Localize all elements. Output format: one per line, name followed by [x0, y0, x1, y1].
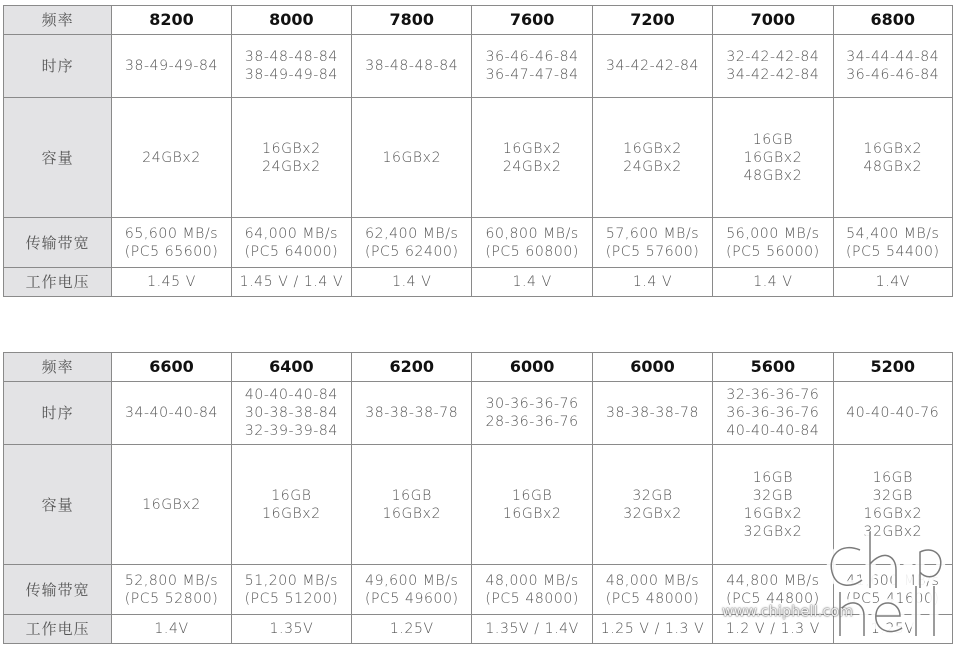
freq-header-cell: 6000 — [472, 353, 592, 382]
capacity-cell — [112, 98, 231, 218]
timing-cell — [112, 35, 231, 98]
capacity-line: 32GB — [632, 487, 673, 504]
timing-cell — [592, 382, 712, 445]
freq-header-cell: 7800 — [352, 6, 472, 35]
bandwidth-line: (PC5 62400) — [364, 243, 459, 260]
bandwidth-line: (PC5 64000) — [244, 243, 339, 260]
capacity-cell — [833, 445, 952, 565]
capacity-line: 16GBx2 — [502, 140, 562, 157]
capacity-line: 24GBx2 — [142, 149, 201, 166]
voltage-cell: 1.2 V / 1.3 V — [713, 615, 833, 644]
timing-row — [4, 382, 953, 445]
capacity-row — [4, 445, 953, 565]
voltage-cell: 1.4V — [833, 268, 952, 297]
capacity-line: 16GBx2 — [262, 505, 321, 522]
capacity-cell — [713, 445, 833, 565]
timing-line: 36-36-36-76 — [726, 405, 820, 421]
row-label-voltage: 工作电压 — [4, 615, 112, 644]
capacity-line: 16GB — [271, 487, 312, 504]
capacity-cell — [231, 98, 351, 218]
timing-line: 38-49-49-84 — [125, 58, 219, 74]
capacity-line: 16GB — [391, 487, 432, 504]
bandwidth-line: 60,800 MB/s — [485, 225, 579, 242]
timing-cell — [592, 35, 712, 98]
capacity-line: 32GBx2 — [623, 505, 682, 522]
bandwidth-line: (PC5 41600) — [845, 590, 940, 607]
freq-header-cell: 6600 — [112, 353, 231, 382]
timing-line: 34-44-44-84 — [846, 49, 940, 65]
row-label-freq: 频率 — [4, 353, 112, 382]
timing-line: 38-38-38-78 — [606, 405, 700, 421]
freq-header-cell: 7200 — [592, 6, 712, 35]
bandwidth-cell — [472, 218, 592, 268]
row-label-timing: 时序 — [4, 35, 112, 98]
bandwidth-line: (PC5 52800) — [124, 590, 219, 607]
capacity-line: 24GBx2 — [623, 158, 682, 175]
capacity-cell — [472, 445, 592, 565]
timing-line: 32-42-42-84 — [726, 49, 820, 65]
timing-line: 36-47-47-84 — [485, 67, 579, 83]
capacity-line: 16GB — [512, 487, 553, 504]
timing-cell — [472, 35, 592, 98]
timing-line: 40-40-40-84 — [726, 423, 820, 439]
row-label-bandwidth: 传输带宽 — [4, 218, 112, 268]
bandwidth-line: 49,600 MB/s — [365, 572, 459, 589]
bandwidth-line: 44,800 MB/s — [726, 572, 820, 589]
capacity-cell — [472, 98, 592, 218]
timing-line: 38-38-38-78 — [365, 405, 459, 421]
capacity-line: 32GBx2 — [863, 523, 923, 540]
capacity-cell — [592, 98, 712, 218]
freq-header-cell: 6800 — [833, 6, 952, 35]
bandwidth-line: (PC5 48000) — [485, 590, 579, 607]
timing-line: 32-36-36-76 — [726, 387, 820, 403]
capacity-line: 16GBx2 — [863, 140, 923, 157]
timing-cell — [231, 382, 351, 445]
bandwidth-line: 57,600 MB/s — [605, 225, 700, 242]
voltage-cell: 1.4V — [112, 615, 231, 644]
timing-line: 36-46-46-84 — [485, 49, 579, 65]
bandwidth-cell — [352, 565, 472, 615]
capacity-line: 16GB — [752, 131, 793, 148]
bandwidth-line: 51,200 MB/s — [244, 572, 339, 589]
voltage-cell: 1.35V — [231, 615, 351, 644]
timing-line: 28-36-36-76 — [485, 414, 579, 430]
bandwidth-line: 48,000 MB/s — [485, 572, 579, 589]
capacity-line: 16GBx2 — [382, 505, 442, 522]
timing-line: 40-40-40-84 — [244, 387, 338, 403]
bandwidth-line: 65,600 MB/s — [124, 225, 219, 242]
capacity-line: 32GB — [752, 487, 793, 504]
capacity-line: 16GB — [752, 469, 793, 486]
voltage-cell: 1.25 V / 1.3 V — [592, 615, 712, 644]
timing-line: 30-36-36-76 — [485, 396, 579, 412]
capacity-cell — [352, 98, 472, 218]
timing-line: 34-42-42-84 — [606, 58, 700, 74]
row-label-capacity: 容量 — [4, 445, 112, 565]
capacity-cell — [713, 98, 833, 218]
capacity-cell — [112, 445, 231, 565]
timing-line: 34-42-42-84 — [726, 67, 820, 83]
voltage-cell: 1.4 V — [713, 268, 833, 297]
timing-cell — [713, 382, 833, 445]
freq-header-cell: 7600 — [472, 6, 592, 35]
timing-cell — [472, 382, 592, 445]
bandwidth-line: 52,800 MB/s — [124, 572, 219, 589]
freq-header-cell: 8200 — [112, 6, 231, 35]
bandwidth-cell — [472, 565, 592, 615]
freq-header-cell: 6000 — [592, 353, 712, 382]
timing-cell — [112, 382, 231, 445]
timing-cell — [231, 35, 351, 98]
timing-line: 32-39-39-84 — [244, 423, 338, 439]
capacity-line: 16GBx2 — [142, 496, 201, 513]
row-label-bandwidth: 传输带宽 — [4, 565, 112, 615]
bandwidth-line: (PC5 49600) — [364, 590, 459, 607]
capacity-cell — [352, 445, 472, 565]
bandwidth-line: 62,400 MB/s — [365, 225, 459, 242]
capacity-line: 16GB — [872, 469, 913, 486]
capacity-row — [4, 98, 953, 218]
timing-cell — [713, 35, 833, 98]
voltage-cell: 1.25V — [833, 615, 952, 644]
timing-line: 38-49-49-84 — [244, 67, 338, 83]
bandwidth-line: (PC5 57600) — [605, 243, 700, 260]
bandwidth-cell — [592, 565, 712, 615]
watermark-url: www.chiphell.com — [722, 604, 854, 620]
capacity-line: 32GBx2 — [743, 523, 803, 540]
capacity-line: 16GBx2 — [262, 140, 321, 157]
capacity-line: 16GBx2 — [623, 140, 682, 157]
voltage-cell: 1.35V / 1.4V — [472, 615, 592, 644]
timing-line: 38-48-48-84 — [244, 49, 338, 65]
voltage-cell: 1.45 V / 1.4 V — [231, 268, 351, 297]
bandwidth-line: (PC5 48000) — [605, 590, 700, 607]
bandwidth-line: 56,000 MB/s — [726, 225, 820, 242]
voltage-row — [4, 268, 953, 297]
bandwidth-cell — [352, 218, 472, 268]
capacity-line: 16GBx2 — [502, 505, 562, 522]
bandwidth-line: 64,000 MB/s — [244, 225, 339, 242]
freq-header-cell: 8000 — [231, 6, 351, 35]
bandwidth-line: 54,400 MB/s — [846, 225, 940, 242]
freq-header-cell: 5200 — [833, 353, 952, 382]
bandwidth-line: 41,600 MB/s — [846, 572, 940, 589]
bandwidth-line: (PC5 60800) — [485, 243, 579, 260]
timing-cell — [833, 35, 952, 98]
capacity-cell — [833, 98, 952, 218]
bandwidth-cell — [713, 218, 833, 268]
voltage-cell: 1.25V — [352, 615, 472, 644]
bandwidth-cell — [592, 218, 712, 268]
bandwidth-line: (PC5 51200) — [244, 590, 339, 607]
timing-line: 40-40-40-76 — [846, 405, 940, 421]
capacity-line: 16GBx2 — [743, 149, 803, 166]
voltage-cell: 1.4 V — [352, 268, 472, 297]
capacity-line: 48GBx2 — [743, 167, 803, 184]
timing-line: 30-38-38-84 — [244, 405, 338, 421]
capacity-line: 24GBx2 — [502, 158, 562, 175]
freq-header-cell: 6200 — [352, 353, 472, 382]
voltage-cell: 1.45 V — [112, 268, 231, 297]
capacity-cell — [592, 445, 712, 565]
voltage-cell: 1.4 V — [472, 268, 592, 297]
bandwidth-line: (PC5 44800) — [726, 590, 820, 607]
freq-header-cell: 6400 — [231, 353, 351, 382]
capacity-line: 24GBx2 — [262, 158, 321, 175]
capacity-line: 16GBx2 — [382, 149, 442, 166]
bandwidth-line: (PC5 56000) — [726, 243, 820, 260]
bandwidth-cell — [112, 218, 231, 268]
bandwidth-line: (PC5 65600) — [124, 243, 219, 260]
timing-cell — [352, 382, 472, 445]
freq-header-cell: 5600 — [713, 353, 833, 382]
bandwidth-cell — [833, 218, 952, 268]
capacity-line: 16GBx2 — [743, 505, 803, 522]
bandwidth-row — [4, 218, 953, 268]
bandwidth-cell — [231, 565, 351, 615]
row-label-voltage: 工作电压 — [4, 268, 112, 297]
bandwidth-line: (PC5 54400) — [845, 243, 940, 260]
spec-table-bottom — [3, 352, 953, 644]
timing-cell — [833, 382, 952, 445]
bandwidth-cell — [231, 218, 351, 268]
bandwidth-line: 48,000 MB/s — [605, 572, 700, 589]
row-label-capacity: 容量 — [4, 98, 112, 218]
timing-line: 34-40-40-84 — [125, 405, 219, 421]
row-label-freq: 频率 — [4, 6, 112, 35]
capacity-cell — [231, 445, 351, 565]
timing-line: 38-48-48-84 — [365, 58, 459, 74]
row-label-timing: 时序 — [4, 382, 112, 445]
capacity-line: 48GBx2 — [863, 158, 923, 175]
timing-line: 36-46-46-84 — [846, 67, 940, 83]
spec-table-top — [3, 5, 953, 297]
header-row — [4, 6, 953, 35]
timing-row — [4, 35, 953, 98]
freq-header-cell: 7000 — [713, 6, 833, 35]
capacity-line: 32GB — [872, 487, 913, 504]
timing-cell — [352, 35, 472, 98]
header-row — [4, 353, 953, 382]
capacity-line: 16GBx2 — [863, 505, 923, 522]
bandwidth-cell — [112, 565, 231, 615]
voltage-cell: 1.4 V — [592, 268, 712, 297]
